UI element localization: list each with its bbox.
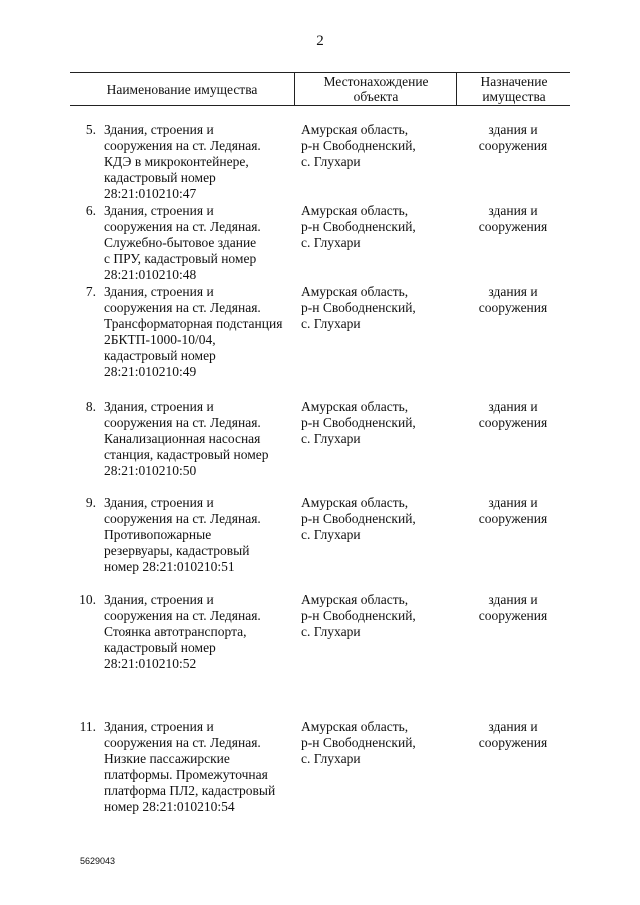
document-code: 5629043 <box>80 856 116 866</box>
header-purpose-column: Назначение имущества <box>456 73 571 105</box>
property-name: Здания, строения и сооружения на ст. Ледяная. Канализационная насосная станция, кадастровый номер 28:21:010210:50 <box>104 399 269 478</box>
property-purpose: здания и сооружения <box>478 592 548 623</box>
property-purpose: здания и сооружения <box>478 284 548 315</box>
property-location: Амурская область, р-н Свободненский, с. Глухари <box>301 399 416 446</box>
property-location: Амурская область, р-н Свободненский, с. Глухари <box>301 284 416 331</box>
property-purpose: здания и сооружения <box>478 122 548 153</box>
row-number: 7. <box>85 284 96 299</box>
row-number: 5. <box>85 122 96 137</box>
row-number: 10. <box>79 592 96 607</box>
row-number: 6. <box>85 203 96 218</box>
property-purpose: здания и сооружения <box>478 495 548 526</box>
property-name: Здания, строения и сооружения на ст. Ледяная. Противопожарные резервуары, кадастровый номер 28:21:010210:51 <box>104 495 261 574</box>
table-header <box>70 72 570 106</box>
property-purpose: здания и сооружения <box>478 203 548 234</box>
property-location: Амурская область, р-н Свободненский, с. Глухари <box>301 592 416 639</box>
header-location-column: Местонахождение объекта <box>294 73 457 105</box>
property-name: Здания, строения и сооружения на ст. Ледяная. Служебно-бытовое здание с ПРУ, кадастровый номер 28:21:010210:48 <box>104 203 261 282</box>
property-location: Амурская область, р-н Свободненский, с. Глухари <box>301 719 416 766</box>
row-number: 11. <box>79 719 96 734</box>
header-name-column: Наименование имущества <box>106 81 258 97</box>
property-location: Амурская область, р-н Свободненский, с. Глухари <box>301 122 416 169</box>
property-name: Здания, строения и сооружения на ст. Ледяная. Стоянка автотранспорта, кадастровый номер 28:21:010210:52 <box>104 592 261 671</box>
property-name: Здания, строения и сооружения на ст. Ледяная. Низкие пассажирские платформы. Промежуточная платформа ПЛ2, кадастровый номер 28:21:010210:54 <box>104 719 276 814</box>
property-name: Здания, строения и сооружения на ст. Ледяная. Трансформаторная подстанция 2БКТП-1000-10/04, кадастровый номер 28:21:010210:49 <box>104 284 283 379</box>
property-purpose: здания и сооружения <box>478 399 548 430</box>
property-name: Здания, строения и сооружения на ст. Ледяная. КДЭ в микроконтейнере, кадастровый номер 28:21:010210:47 <box>104 122 261 201</box>
property-location: Амурская область, р-н Свободненский, с. Глухари <box>301 495 416 542</box>
row-number: 9. <box>85 495 96 510</box>
page-number: 2 <box>316 33 324 49</box>
property-purpose: здания и сооружения <box>478 719 548 750</box>
row-number: 8. <box>85 399 96 414</box>
property-location: Амурская область, р-н Свободненский, с. Глухари <box>301 203 416 250</box>
